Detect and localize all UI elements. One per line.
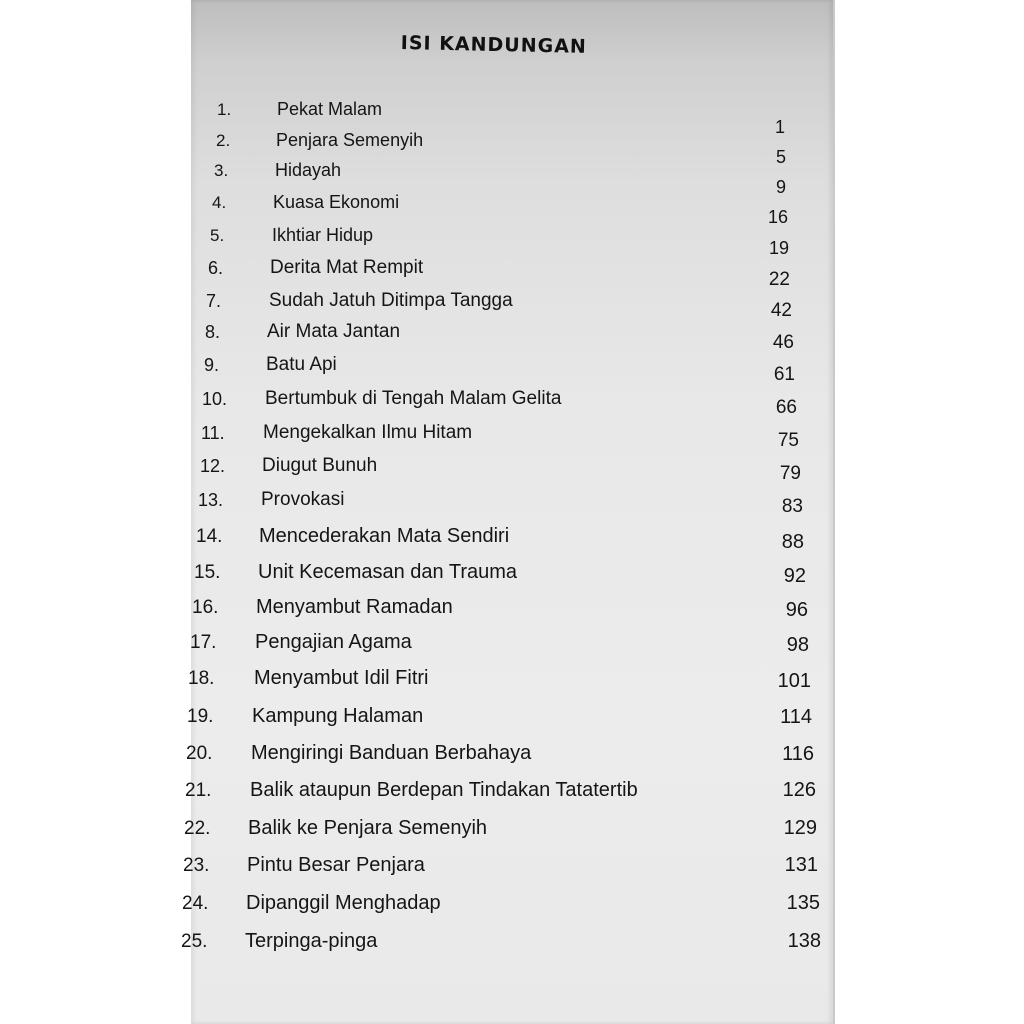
toc-entry-number: 1. <box>217 100 232 119</box>
toc-entry-number: 5. <box>210 226 225 245</box>
toc-entry-page-number: 116 <box>782 743 814 765</box>
toc-entry-title: Ikhtiar Hidup <box>272 225 374 245</box>
toc-entry-title: Penjara Semenyih <box>276 130 424 150</box>
toc-entry-title: Derita Mat Rempit <box>270 257 424 278</box>
table-of-contents <box>181 0 833 1024</box>
toc-entry-page-number: 75 <box>777 430 799 451</box>
toc-entry-number: 8. <box>205 322 221 342</box>
toc-entry-page-number: 42 <box>770 300 792 321</box>
toc-entry-page-number: 61 <box>773 364 795 385</box>
toc-entry-page-number: 83 <box>781 496 803 517</box>
toc-entry-number: 18. <box>188 668 215 689</box>
page-edge <box>833 0 835 1024</box>
toc-entry-number: 6. <box>208 258 224 278</box>
toc-entry-page-number: 96 <box>785 599 808 621</box>
toc-entry-title: Balik ke Penjara Semenyih <box>248 817 488 839</box>
toc-entry-number: 22. <box>184 818 211 839</box>
book-page <box>181 0 833 1024</box>
toc-entry-page-number: 135 <box>786 892 820 914</box>
toc-entry-number: 21. <box>185 780 212 801</box>
toc-entry-page-number: 79 <box>779 463 801 484</box>
toc-entry-number: 25. <box>181 931 208 952</box>
toc-entry-title: Air Mata Jantan <box>267 321 401 342</box>
toc-entry-number: 20. <box>186 743 213 764</box>
toc-entry-number: 15. <box>194 562 221 583</box>
toc-entry-title: Hidayah <box>275 160 342 180</box>
toc-entry-title: Balik ataupun Berdepan Tindakan Tatatertib <box>250 779 638 801</box>
toc-entry-page-number: 46 <box>772 332 794 353</box>
toc-entry-title: Menyambut Idil Fitri <box>254 667 429 689</box>
toc-entry-title: Mengiringi Banduan Berbahaya <box>251 742 532 764</box>
toc-entry-number: 10. <box>202 389 228 409</box>
toc-entry-page-number: 101 <box>777 670 811 692</box>
toc-entry-page-number: 126 <box>782 779 816 801</box>
toc-entry-page-number: 129 <box>783 817 817 839</box>
toc-entry-page-number: 92 <box>783 565 806 587</box>
toc-entry-title: Batu Api <box>266 354 337 375</box>
toc-entry-page-number: 22 <box>768 269 790 290</box>
toc-entry-page-number: 98 <box>786 634 809 656</box>
toc-entry-number: 3. <box>214 161 229 180</box>
toc-entry-number: 24. <box>182 893 209 914</box>
toc-entry-title: Menyambut Ramadan <box>256 596 453 618</box>
toc-entry-number: 11. <box>201 423 225 443</box>
toc-entry-title: Bertumbuk di Tengah Malam Gelita <box>265 388 562 409</box>
toc-entry-title: Kuasa Ekonomi <box>273 192 400 212</box>
page-title: ISI KANDUNGAN <box>400 32 588 58</box>
toc-entry-page-number: 114 <box>780 706 812 728</box>
toc-entry-title: Pintu Besar Penjara <box>247 854 425 876</box>
toc-entry-title: Pekat Malam <box>277 99 383 119</box>
toc-entry-title: Provokasi <box>261 489 345 510</box>
toc-entry-title: Unit Kecemasan dan Trauma <box>258 561 518 583</box>
toc-entry-title: Kampung Halaman <box>252 705 424 727</box>
toc-entry-title: Sudah Jatuh Ditimpa Tangga <box>269 290 513 311</box>
toc-entry-title: Mengekalkan Ilmu Hitam <box>263 422 473 443</box>
toc-entry-number: 9. <box>204 355 220 375</box>
toc-entry-title: Terpinga-pinga <box>245 930 378 952</box>
toc-entry-number: 19. <box>187 706 214 727</box>
toc-entry-page-number: 131 <box>784 854 818 876</box>
toc-entry-title: Pengajian Agama <box>255 631 412 653</box>
toc-entry-title: Diugut Bunuh <box>262 455 378 476</box>
toc-entry-number: 13. <box>198 490 224 510</box>
toc-entry-page-number: 66 <box>775 397 797 418</box>
toc-entry-page-number: 5 <box>775 147 786 167</box>
toc-entry-number: 14. <box>196 526 223 547</box>
toc-entry-number: 23. <box>183 855 210 876</box>
toc-entry-number: 17. <box>190 632 217 653</box>
toc-entry-page-number: 138 <box>787 930 821 952</box>
toc-entry-number: 4. <box>212 193 227 212</box>
toc-entry-number: 2. <box>216 131 231 150</box>
toc-entry-page-number: 19 <box>768 238 789 258</box>
toc-entry-number: 12. <box>200 456 226 476</box>
toc-entry-title: Dipanggil Menghadap <box>246 892 441 914</box>
toc-entry-page-number: 1 <box>774 117 785 137</box>
toc-entry-page-number: 16 <box>767 207 788 227</box>
toc-entry-number: 7. <box>206 291 222 311</box>
toc-entry-title: Mencederakan Mata Sendiri <box>259 525 510 547</box>
toc-entry-page-number: 88 <box>781 531 804 553</box>
toc-entry-number: 16. <box>192 597 219 618</box>
toc-entry-page-number: 9 <box>775 177 786 197</box>
